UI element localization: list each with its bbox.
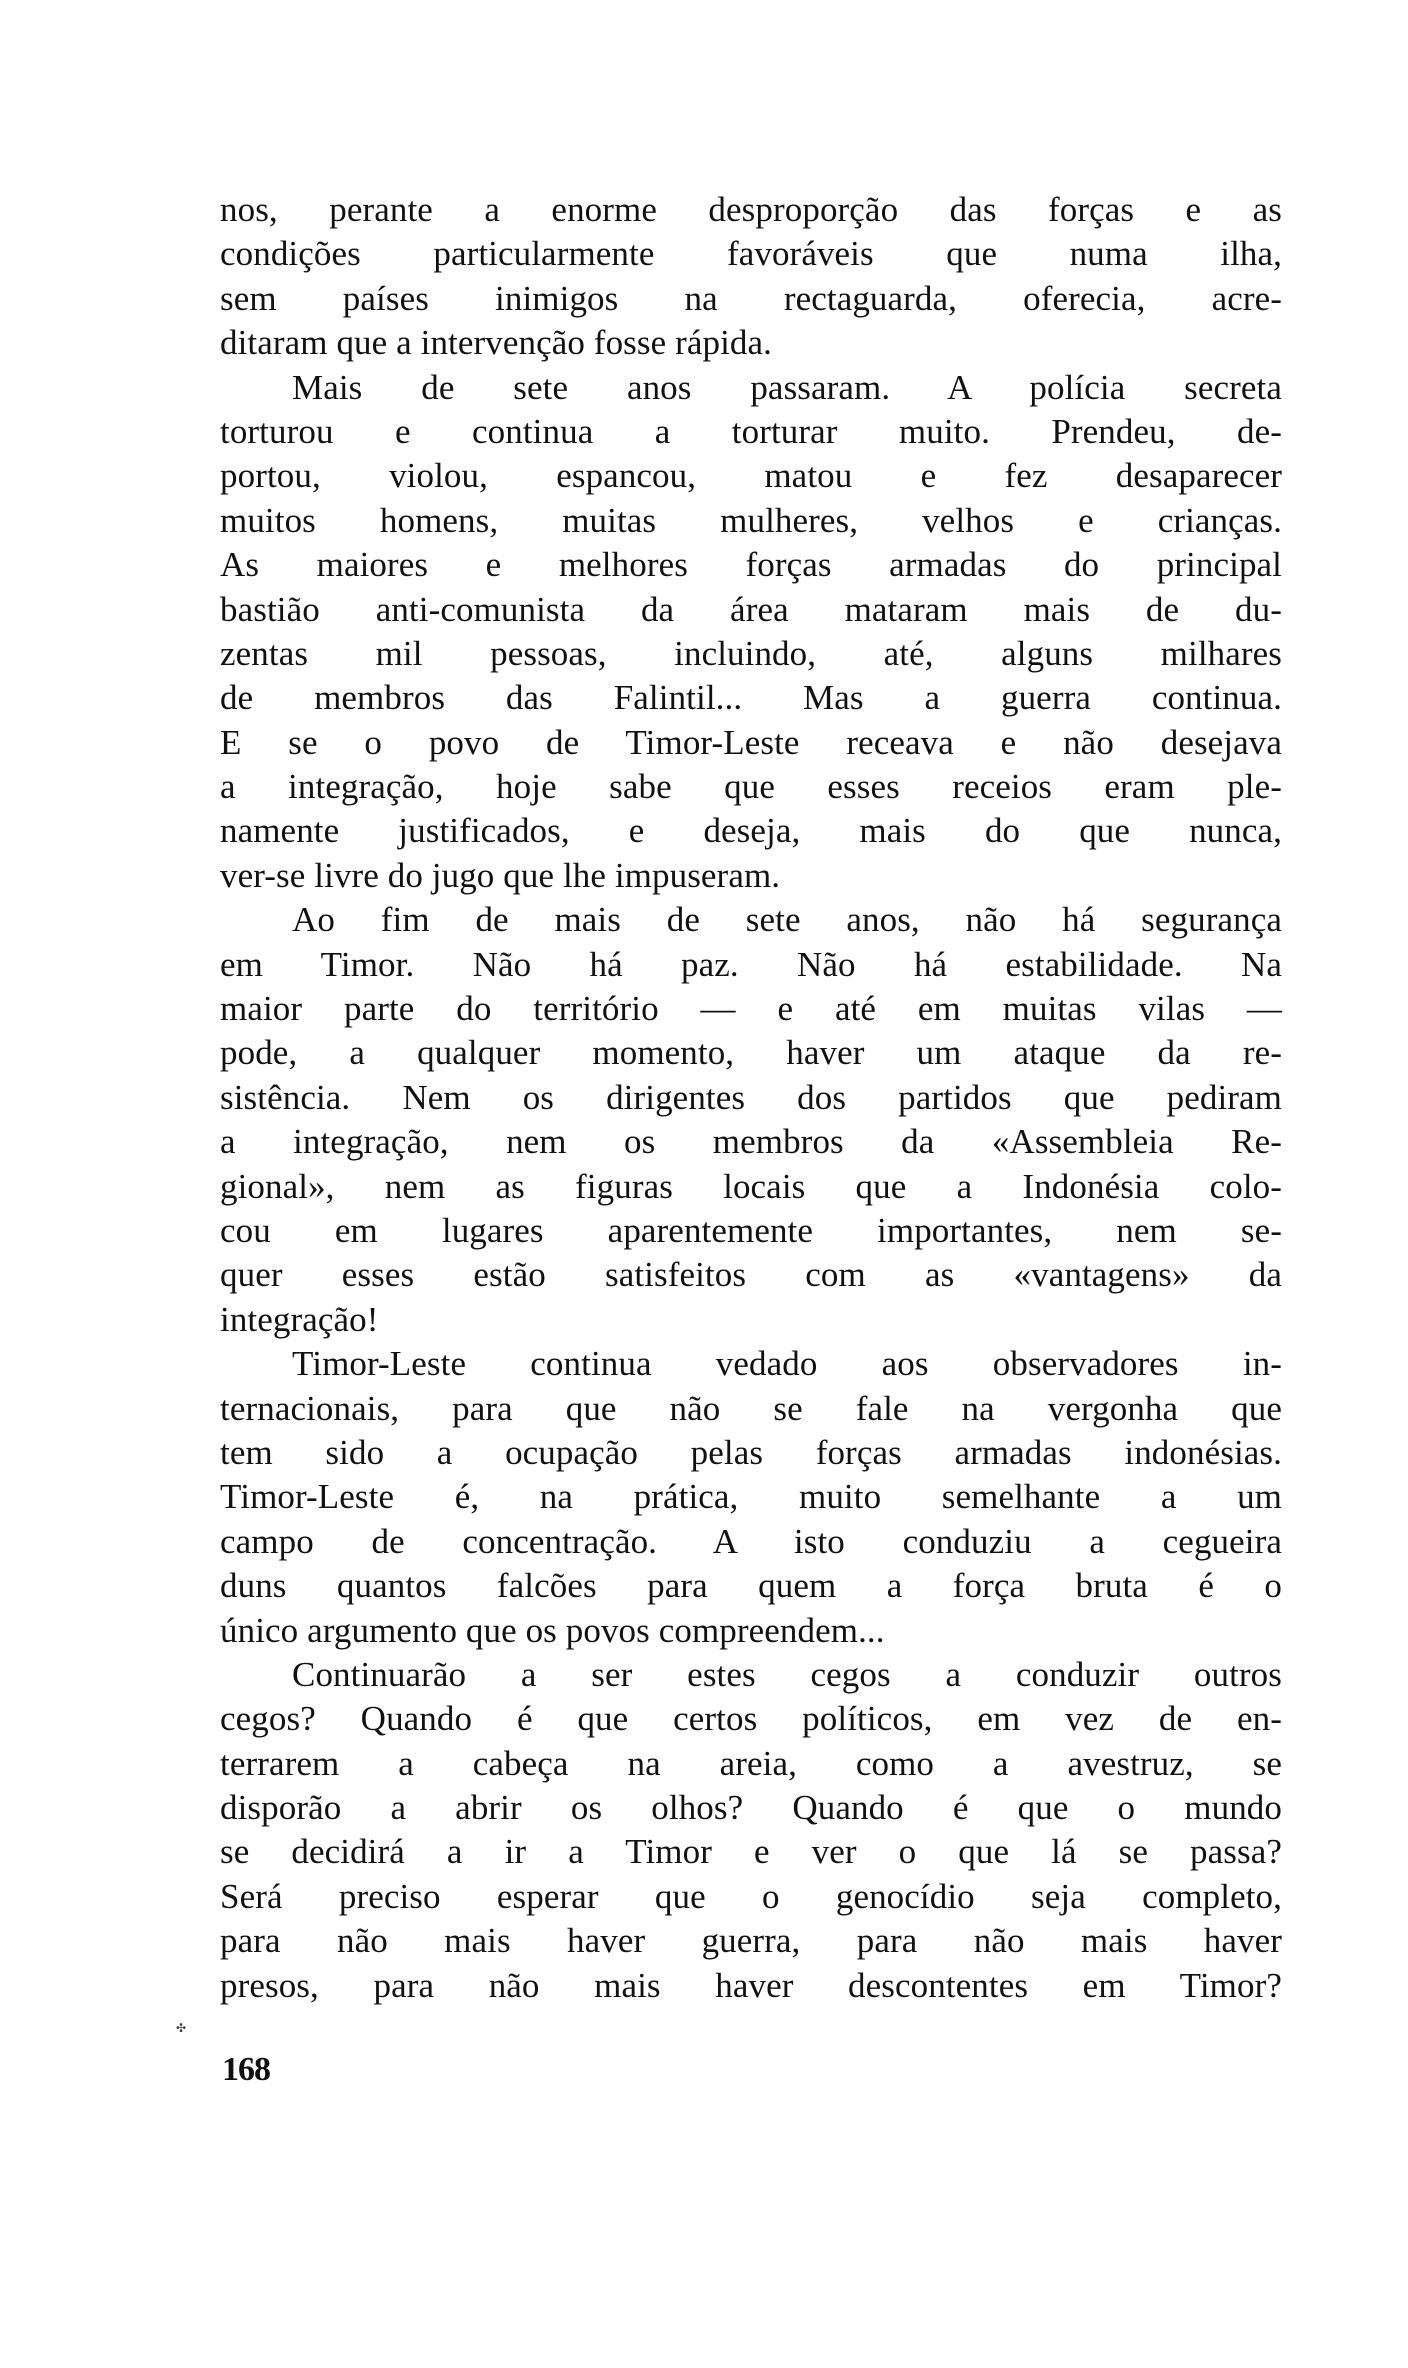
text-line: duns quantos falcões para quem a força bruta é o — [220, 1566, 1282, 1606]
text-line: condições particularmente favoráveis que numa ilha, — [220, 234, 1282, 274]
text-line: sistência. Nem os dirigentes dos partidos que pediram — [220, 1077, 1282, 1117]
text-line: tem sido a ocupação pelas forças armadas indonésias. — [220, 1432, 1282, 1472]
text-line: sem países inimigos na rectaguarda, oferecia, acre- — [220, 278, 1282, 318]
paragraph-4 — [220, 1342, 1282, 1653]
text-line: disporão a abrir os olhos? Quando é que o mundo — [220, 1788, 1282, 1828]
text-line: cou em lugares aparentemente importantes, nem se- — [220, 1210, 1282, 1250]
text-line: Ao fim de mais de sete anos, não há segurança — [292, 900, 1282, 940]
scan-artifact-icon: ✣ — [176, 2021, 187, 2035]
paragraph-5 — [220, 1653, 1282, 2008]
text-line: para não mais haver guerra, para não mais haver — [220, 1921, 1282, 1961]
text-line: Continuarão a ser estes cegos a conduzir outros — [292, 1654, 1282, 1694]
text-line: campo de concentração. A isto conduziu a cegueira — [220, 1521, 1282, 1561]
text-line: Mais de sete anos passaram. A polícia secreta — [292, 367, 1282, 407]
text-line: presos, para não mais haver descontentes em Timor? — [220, 1965, 1282, 2005]
text-line: a integração, hoje sabe que esses receios eram ple- — [220, 767, 1282, 807]
text-line: em Timor. Não há paz. Não há estabilidade. Na — [220, 944, 1282, 984]
text-line: torturou e continua a torturar muito. Prendeu, de- — [220, 411, 1282, 451]
paragraph-3 — [220, 898, 1282, 1342]
text-line: quer esses estão satisfeitos com as «vantagens» da — [220, 1255, 1282, 1295]
text-line: Timor-Leste é, na prática, muito semelhante a um — [220, 1477, 1282, 1517]
text-line: Timor-Leste continua vedado aos observadores in- — [292, 1344, 1282, 1384]
text-line: a integração, nem os membros da «Assembleia Re- — [220, 1122, 1282, 1162]
text-line: muitos homens, muitas mulheres, velhos e crianças. — [220, 500, 1282, 540]
text-line: cegos? Quando é que certos políticos, em vez de en- — [220, 1699, 1282, 1739]
text-line: ditaram que a intervenção fosse rápida. — [220, 323, 772, 363]
text-line: pode, a qualquer momento, haver um ataque da re- — [220, 1033, 1282, 1073]
text-line: Será preciso esperar que o genocídio seja completo, — [220, 1876, 1282, 1916]
text-line: gional», nem as figuras locais que a Indonésia colo- — [220, 1166, 1282, 1206]
text-line: E se o povo de Timor-Leste receava e não desejava — [220, 722, 1282, 762]
text-line: nos, perante a enorme desproporção das forças e as — [220, 190, 1282, 229]
text-line: ternacionais, para que não se fale na vergonha que — [220, 1388, 1282, 1428]
text-line: zentas mil pessoas, incluindo, até, alguns milhares — [220, 633, 1282, 673]
text-line: bastião anti-comunista da área mataram mais de du- — [220, 589, 1282, 629]
text-line: As maiores e melhores forças armadas do principal — [220, 545, 1282, 585]
text-line: se decidirá a ir a Timor e ver o que lá se passa? — [220, 1832, 1282, 1872]
text-line: namente justificados, e deseja, mais do que nunca, — [220, 811, 1282, 851]
paragraph-2 — [220, 366, 1282, 899]
text-line: ver-se livre do jugo que lhe impuseram. — [220, 855, 781, 895]
paragraph-1 — [220, 188, 1282, 366]
text-line: único argumento que os povos compreendem... — [220, 1610, 885, 1650]
text-line: terrarem a cabeça na areia, como a avestruz, se — [220, 1743, 1282, 1783]
text-line: maior parte do território — e até em muitas vilas — — [220, 989, 1282, 1029]
page-number: 168 — [222, 2051, 270, 2088]
text-line: de membros das Falintil... Mas a guerra continua. — [220, 678, 1282, 718]
text-line: integração! — [220, 1299, 379, 1339]
text-line: portou, violou, espancou, matou e fez desaparecer — [220, 456, 1282, 496]
page-body — [220, 188, 1282, 2008]
